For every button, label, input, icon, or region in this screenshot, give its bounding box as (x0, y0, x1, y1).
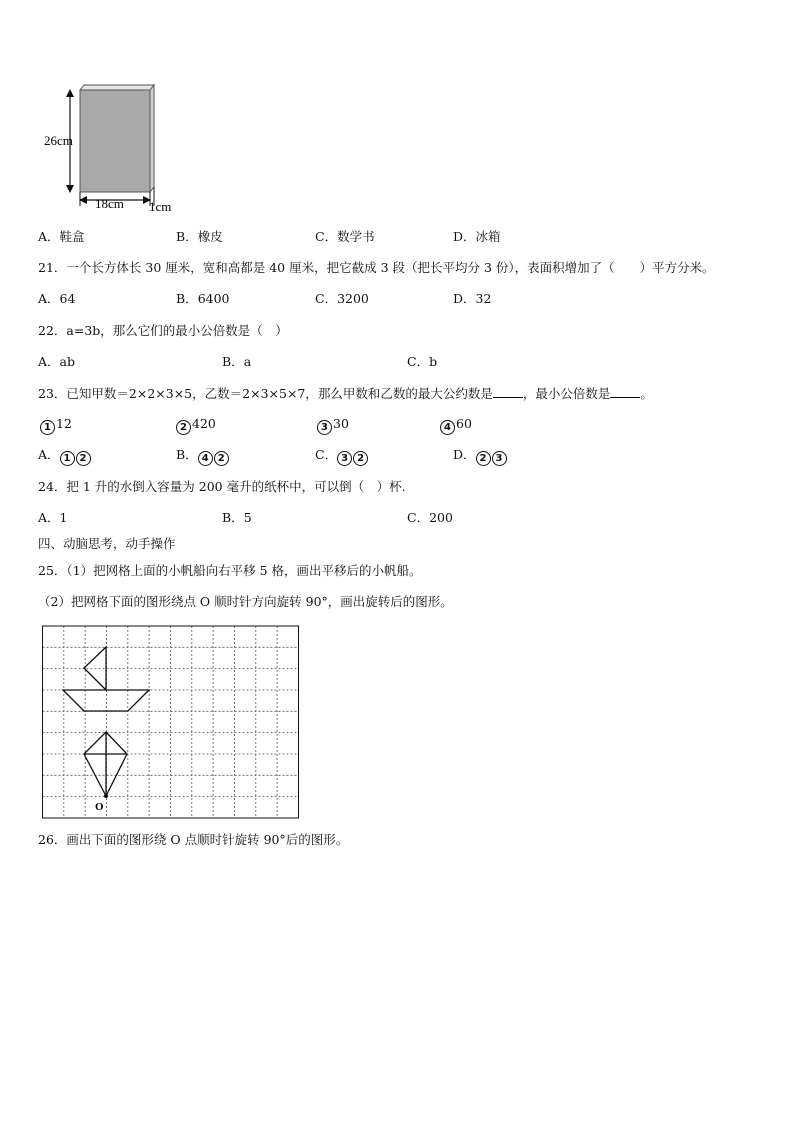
q20-option-a[interactable]: A．鞋盒 (38, 229, 85, 244)
q23-choice-3: 3 30 (317, 416, 349, 435)
q25-part2-text: （2）把网格下面的图形绕点 O 顺时针方向旋转 90°，画出旋转后的图形。 (38, 594, 453, 609)
q23-blank-lcm[interactable] (610, 385, 640, 398)
q22-text: 22．a=3b，那么它们的最小公倍数是（ ） (38, 323, 288, 338)
grid-lines (43, 626, 299, 818)
q21-option-a[interactable]: A．64 (38, 291, 76, 306)
q21-option-d[interactable]: D．32 (453, 291, 492, 306)
q24-option-a[interactable]: A．1 (38, 510, 68, 525)
q22-option-a[interactable]: A．ab (38, 354, 75, 369)
q20-option-b[interactable]: B．橡皮 (176, 229, 223, 244)
q21-option-b[interactable]: B．6400 (176, 291, 230, 306)
q23-choice-2: 2 420 (176, 416, 216, 435)
q23-option-a[interactable]: A． 1 2 (38, 447, 92, 466)
height-label: 26cm (44, 133, 73, 148)
depth-label: 1cm (149, 199, 172, 214)
q23-text: 23．已知甲数＝2×2×3×5，乙数＝2×3×5×7，那么甲数和乙数的最大公约数是 ，最小公倍数是 。 (38, 386, 653, 401)
section-4-title: 四、动脑思考，动手操作 (38, 536, 176, 551)
q23-choice-4: 4 60 (440, 416, 472, 435)
point-o-label: O (95, 801, 104, 813)
q24-option-c[interactable]: C．200 (407, 510, 453, 525)
q25-grid-figure[interactable] (38, 621, 306, 823)
q23-option-d[interactable]: D． 2 3 (453, 447, 508, 466)
point-o-dot (104, 794, 108, 798)
q23-blank-gcd[interactable] (493, 385, 523, 398)
width-label: 18cm (95, 196, 124, 211)
kite-shape (84, 732, 127, 796)
q22-option-c[interactable]: C．b (407, 354, 438, 369)
q23-option-b[interactable]: B． 4 2 (176, 447, 230, 466)
q20-option-c[interactable]: C．数学书 (315, 229, 375, 244)
sailboat-shape (63, 647, 149, 711)
book-figure (38, 80, 188, 215)
q26-text: 26．画出下面的图形绕 O 点顺时针旋转 90°后的图形。 (38, 832, 349, 847)
q23-choice-1: 1 12 (40, 416, 72, 435)
q25-part1-text: 25．（1）把网格上面的小帆船向右平移 5 格，画出平移后的小帆船。 (38, 563, 422, 578)
q24-text: 24．把 1 升的水倒入容量为 200 毫升的纸杯中，可以倒（ ）杯. (38, 479, 406, 494)
q23-option-c[interactable]: C． 3 2 (315, 447, 369, 466)
q21-option-c[interactable]: C．3200 (315, 291, 369, 306)
q20-option-d[interactable]: D．冰箱 (453, 229, 501, 244)
q21-text: 21．一个长方体长 30 厘米，宽和高都是 40 厘米，把它截成 3 段（把长平均分 3 份），表面积增加了（ ）平方分米。 (38, 260, 715, 275)
q24-option-b[interactable]: B．5 (222, 510, 252, 525)
q22-option-b[interactable]: B．a (222, 354, 252, 369)
